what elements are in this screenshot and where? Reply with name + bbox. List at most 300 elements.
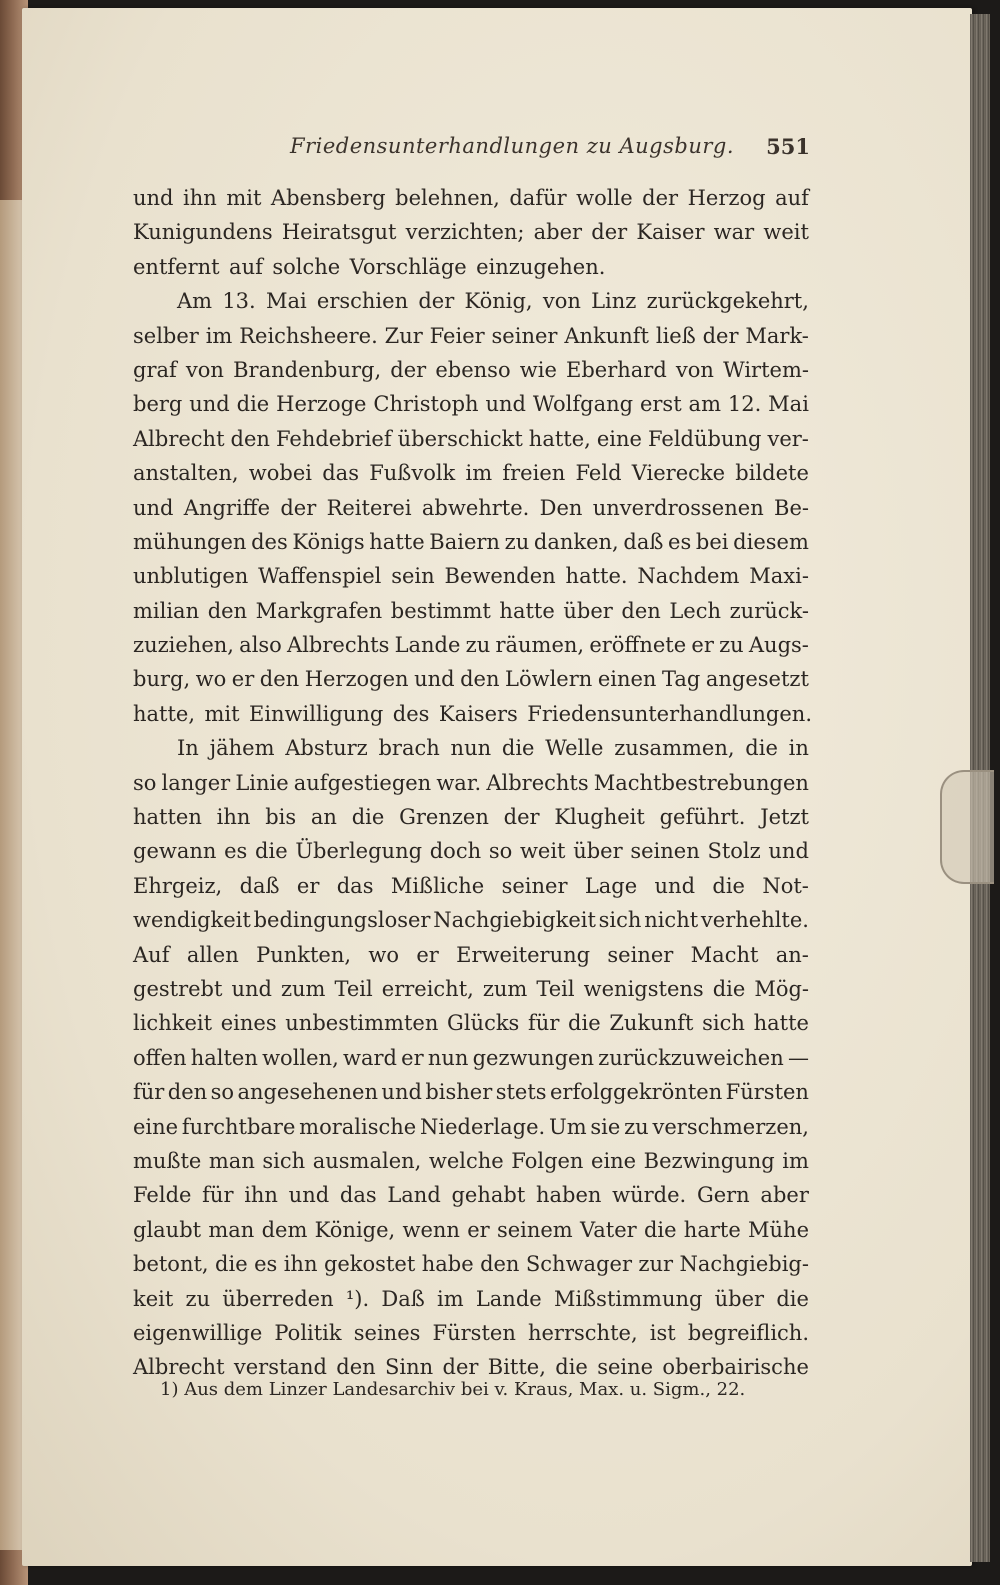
- word: im: [205, 323, 233, 348]
- word: Niederlage.: [420, 1114, 546, 1139]
- word: nicht: [644, 908, 699, 933]
- text-line: [133, 1041, 809, 1075]
- word: Angriffe: [183, 495, 271, 520]
- word: hatte,: [528, 426, 591, 451]
- word: seiner: [607, 942, 674, 967]
- word: Glücks: [447, 1011, 520, 1036]
- word: ließ: [655, 323, 696, 348]
- word: von: [185, 357, 224, 382]
- word: eines: [220, 1011, 277, 1036]
- word: graf: [133, 357, 177, 382]
- text-line: [133, 387, 809, 421]
- word: Ankunft: [564, 323, 649, 348]
- text-line: [133, 766, 809, 800]
- word: Be-: [774, 495, 809, 520]
- word: Linz: [591, 289, 637, 314]
- word: unverdrossenen: [592, 495, 764, 520]
- word: angesehenen: [237, 1080, 378, 1105]
- word: seine: [597, 1355, 654, 1380]
- word: an: [310, 805, 337, 830]
- text-line: [133, 1144, 809, 1178]
- word: berg: [133, 392, 183, 417]
- word: der: [642, 186, 679, 210]
- word: gekostet: [323, 1252, 416, 1277]
- running-title: Friedensunterhandlungen zu Augsburg.: [290, 134, 735, 158]
- word: seiner: [501, 873, 568, 898]
- word: zur: [638, 1252, 674, 1277]
- word: brach: [378, 736, 440, 761]
- word: über: [563, 598, 613, 623]
- word: Lage: [584, 873, 638, 898]
- word: zu: [624, 1114, 649, 1139]
- word: Fehdebrief: [275, 426, 392, 451]
- word: eröffnete: [589, 633, 687, 658]
- text-line: [133, 903, 809, 937]
- word: die: [255, 839, 288, 864]
- text-line: [133, 834, 809, 868]
- word: ward: [342, 1045, 397, 1070]
- word: Nachgiebigkeit: [433, 908, 596, 933]
- word: Bewenden: [444, 564, 556, 589]
- word: Klugheit: [554, 805, 645, 830]
- word: aufgestiegen: [293, 770, 432, 795]
- word: nun: [427, 1045, 469, 1070]
- word: begreiflich.: [687, 1320, 809, 1345]
- word: doch: [429, 839, 482, 864]
- word: Fußvolk: [369, 461, 456, 486]
- word: wolle: [576, 186, 633, 210]
- word: bedingungsloser: [253, 908, 431, 933]
- word: unbestimmten: [285, 1011, 439, 1036]
- word: gehabt: [451, 1183, 526, 1208]
- word: wo: [368, 942, 400, 967]
- word: er: [231, 667, 255, 692]
- word: jähem: [209, 736, 275, 761]
- word: —: [787, 1045, 809, 1070]
- text-line: [133, 628, 809, 662]
- word: man: [208, 1148, 255, 1173]
- word: lichkeit: [133, 1011, 213, 1036]
- word: zu: [465, 633, 491, 658]
- word: die: [568, 1011, 601, 1036]
- word: Nachdem: [637, 564, 740, 589]
- word: wobei: [248, 461, 313, 486]
- word: Feld: [575, 461, 622, 486]
- word: anstalten,: [133, 461, 239, 486]
- word: den: [167, 1080, 208, 1105]
- word: Lech: [669, 598, 722, 623]
- word: Könige,: [314, 1217, 396, 1242]
- word: oberbairische: [662, 1355, 809, 1380]
- text-line: [133, 1006, 809, 1040]
- word: betont,: [133, 1252, 209, 1277]
- word: Herzog: [687, 186, 766, 210]
- bookmark-tab: [940, 770, 994, 884]
- page-header: [290, 134, 810, 164]
- word: Politik: [274, 1320, 342, 1345]
- word: das: [339, 1183, 377, 1208]
- word: Augs-: [748, 633, 809, 658]
- text-line: [133, 284, 809, 318]
- word: Bitte,: [487, 1355, 546, 1380]
- body-text: [133, 181, 812, 1385]
- word: im: [465, 461, 493, 486]
- word: Sinn: [385, 1355, 434, 1380]
- word: Grenzen: [399, 805, 489, 830]
- word: und: [485, 392, 526, 417]
- word: war: [713, 220, 755, 245]
- word: zum: [280, 976, 326, 1001]
- word: und: [133, 495, 174, 520]
- word: entfernt: [133, 254, 220, 279]
- word: Feldübung: [647, 426, 762, 451]
- word: der: [702, 323, 739, 348]
- word: im: [782, 1148, 809, 1173]
- word: Den: [539, 495, 583, 520]
- word: den: [230, 426, 270, 451]
- word: solche: [272, 254, 341, 279]
- word: Schwager: [525, 1252, 632, 1277]
- word: aber: [760, 1183, 809, 1208]
- word: Teil: [334, 976, 373, 1001]
- word: Punkten,: [256, 942, 352, 967]
- text-line: [133, 1178, 809, 1212]
- word: und: [654, 873, 696, 898]
- word: Baiern: [429, 529, 500, 554]
- word: Ehrgeiz,: [133, 873, 223, 898]
- word: den: [621, 598, 661, 623]
- word: und: [768, 839, 809, 864]
- word: zuziehen,: [133, 633, 234, 658]
- word: hatte,: [133, 701, 196, 726]
- word: hatten: [133, 805, 202, 830]
- word: moralische: [299, 1114, 417, 1139]
- word: der: [280, 495, 317, 520]
- word: gezwungen: [472, 1045, 594, 1070]
- word: verstand: [233, 1355, 327, 1380]
- word: Christoph: [373, 392, 479, 417]
- word: ihn: [183, 186, 217, 210]
- text-line: [133, 1213, 809, 1247]
- word: ebenso: [435, 357, 511, 382]
- word: das: [322, 461, 359, 486]
- word: Mark-: [745, 323, 809, 348]
- word: die: [501, 736, 535, 761]
- word: zu: [719, 633, 744, 658]
- word: sich: [262, 1148, 306, 1173]
- word: gewann: [133, 839, 217, 864]
- word: für: [202, 1183, 234, 1208]
- word: mit: [204, 701, 240, 726]
- word: Teil: [536, 976, 575, 1001]
- word: Wirtem-: [723, 357, 809, 382]
- word: Am: [177, 289, 213, 314]
- footnote: 1) Aus dem Linzer Landesarchiv bei v. Kraus, Max. u. Sigm., 22.: [160, 1379, 746, 1400]
- word: der: [442, 1355, 479, 1380]
- text-line: [133, 456, 809, 490]
- word: seiner: [491, 323, 558, 348]
- word: Reiterei: [326, 495, 412, 520]
- word: Einwilligung: [248, 701, 384, 726]
- word: sich: [598, 908, 642, 933]
- word: und: [381, 1080, 422, 1105]
- word: Feier: [429, 323, 485, 348]
- word: Herzogen: [304, 667, 409, 692]
- word: verzichten;: [405, 220, 525, 245]
- page-number: 551: [766, 134, 810, 159]
- word: und: [231, 976, 272, 1001]
- word: Mühe: [748, 1217, 809, 1242]
- word: halten: [190, 1045, 258, 1070]
- word: die: [643, 1217, 677, 1242]
- word: Mißliche: [390, 873, 485, 898]
- word: den: [259, 667, 300, 692]
- word: burg,: [133, 667, 191, 692]
- word: Auf: [133, 942, 170, 967]
- word: Kaiser: [636, 220, 705, 245]
- word: eine: [591, 1148, 637, 1173]
- word: geführt.: [659, 805, 746, 830]
- word: räumen,: [495, 633, 585, 658]
- word: Maxi-: [749, 564, 809, 589]
- word: er: [401, 1045, 424, 1070]
- word: mühungen: [133, 529, 247, 554]
- word: Welle: [545, 736, 604, 761]
- text-line: [133, 1316, 809, 1350]
- word: er: [691, 633, 714, 658]
- word: er: [416, 942, 439, 967]
- word: einen: [597, 667, 657, 692]
- word: Linie: [235, 770, 289, 795]
- word: hatte: [369, 529, 425, 554]
- word: auf: [775, 186, 809, 210]
- word: langer: [161, 770, 231, 795]
- word: Fürsten: [725, 1080, 809, 1105]
- text-line: [133, 181, 809, 215]
- word: Zukunft: [609, 1011, 694, 1036]
- text-line: [133, 1282, 809, 1316]
- word: Zur: [384, 323, 423, 348]
- word: die: [236, 392, 270, 417]
- word: Mai: [265, 289, 307, 314]
- word: ihn: [216, 805, 251, 830]
- text-line: [133, 491, 809, 525]
- word: für: [528, 1011, 560, 1036]
- text-line: [133, 319, 809, 353]
- word: erreicht,: [381, 976, 474, 1001]
- word: sich: [702, 1011, 745, 1036]
- word: allen: [186, 942, 239, 967]
- word: wenn: [402, 1217, 460, 1242]
- word: ihn: [244, 1183, 278, 1208]
- word: Jetzt: [760, 805, 809, 830]
- word: nun: [450, 736, 492, 761]
- word: Königs: [292, 529, 365, 554]
- word: Gern: [696, 1183, 750, 1208]
- word: die: [745, 736, 778, 761]
- word: glaubt: [133, 1217, 202, 1242]
- word: haben: [535, 1183, 602, 1208]
- word: den: [460, 667, 500, 692]
- word: Reichsheere.: [239, 323, 378, 348]
- word: zurückgekehrt,: [646, 289, 809, 314]
- word: wenigstens: [583, 976, 704, 1001]
- word: hatte: [753, 1011, 809, 1036]
- word: einzugehen.: [476, 254, 606, 279]
- word: Vorschläge: [349, 254, 467, 279]
- word: für: [133, 1080, 165, 1105]
- word: Albrecht: [133, 1355, 225, 1380]
- word: bisher: [425, 1080, 493, 1105]
- word: abwehrte.: [421, 495, 530, 520]
- text-line: [133, 594, 809, 628]
- word: so: [210, 1080, 235, 1105]
- word: verschmerzen,: [652, 1114, 809, 1139]
- word: Land: [387, 1183, 441, 1208]
- word: das: [336, 873, 374, 898]
- word: freien: [502, 461, 566, 486]
- word: von: [542, 289, 581, 314]
- word: Eberhard: [566, 357, 667, 382]
- word: Waffenspiel: [258, 564, 382, 589]
- text-line: [133, 1247, 809, 1281]
- word: von: [675, 357, 714, 382]
- word: bei: [695, 529, 729, 554]
- word: Friedensunterhandlungen.: [527, 701, 812, 726]
- word: der: [503, 805, 540, 830]
- word: aber: [533, 220, 583, 245]
- word: verhehlte.: [700, 908, 809, 933]
- word: seinem: [496, 1217, 573, 1242]
- word: und: [288, 1183, 330, 1208]
- word: Nachgiebig-: [679, 1252, 809, 1277]
- word: ver-: [767, 426, 809, 451]
- word: angesetzt: [705, 667, 809, 692]
- word: überreden: [222, 1286, 334, 1311]
- word: wollen,: [262, 1045, 339, 1070]
- word: er: [296, 873, 320, 898]
- word: Not-: [762, 873, 809, 898]
- word: Folgen: [511, 1148, 584, 1173]
- word: Kaisers: [438, 701, 518, 726]
- word: furchtbare: [181, 1114, 296, 1139]
- word: erst: [639, 392, 682, 417]
- word: bis: [265, 805, 297, 830]
- word: die: [215, 1252, 248, 1277]
- word: diesem: [733, 529, 809, 554]
- word: Bezwingung: [643, 1148, 775, 1173]
- word: zurückzuweichen: [598, 1045, 784, 1070]
- word: an-: [775, 942, 809, 967]
- word: Lande: [475, 1286, 542, 1311]
- word: über: [714, 1286, 765, 1311]
- word: Mög-: [754, 976, 809, 1001]
- word: 13.: [222, 289, 256, 314]
- word: seines: [353, 1320, 421, 1345]
- word: und: [189, 392, 230, 417]
- word: die: [351, 805, 385, 830]
- word: zurück-: [729, 598, 809, 623]
- text-line: [133, 250, 809, 284]
- word: gestrebt: [133, 976, 223, 1001]
- word: hatte.: [565, 564, 628, 589]
- word: Lande: [394, 633, 461, 658]
- word: danken,: [533, 529, 619, 554]
- word: es: [224, 839, 248, 864]
- word: Albrechts: [486, 770, 589, 795]
- word: ist: [649, 1320, 676, 1345]
- word: zu: [185, 1286, 211, 1311]
- word: es: [668, 529, 692, 554]
- word: zum: [482, 976, 528, 1001]
- word: Vierecke: [631, 461, 726, 486]
- word: eine: [133, 1114, 179, 1139]
- word: Erweiterung: [456, 942, 591, 967]
- word: so: [133, 770, 157, 795]
- text-line: [133, 215, 809, 249]
- word: wo: [195, 667, 227, 692]
- word: Abensberg: [270, 186, 386, 210]
- text-line: [133, 662, 809, 696]
- word: Mai: [768, 392, 809, 417]
- word: Albrechts: [287, 633, 390, 658]
- word: Machtbestrebungen: [593, 770, 809, 795]
- word: wendigkeit: [133, 908, 251, 933]
- word: erschien: [316, 289, 409, 314]
- word: Um: [549, 1114, 587, 1139]
- text-line: [133, 972, 809, 1006]
- text-line: [133, 800, 809, 834]
- word: so: [488, 839, 513, 864]
- word: hatte: [499, 598, 555, 623]
- word: Herzoge: [276, 392, 367, 417]
- word: In: [177, 736, 199, 761]
- text-line: [133, 731, 809, 765]
- word: eine: [596, 426, 642, 451]
- word: wie: [519, 357, 557, 382]
- word: Brandenburg,: [233, 357, 382, 382]
- word: Daß: [381, 1286, 425, 1311]
- word: über: [573, 839, 623, 864]
- word: der: [390, 357, 427, 382]
- word: würde.: [612, 1183, 687, 1208]
- word: Fürsten: [432, 1320, 516, 1345]
- word: im: [436, 1286, 464, 1311]
- word: Markgrafen: [255, 598, 383, 623]
- word: offen: [133, 1045, 187, 1070]
- word: der: [591, 220, 628, 245]
- word: selber: [133, 323, 199, 348]
- word: des: [251, 529, 288, 554]
- word: Wolfgang: [532, 392, 634, 417]
- text-line: [133, 353, 809, 387]
- word: habe: [421, 1252, 474, 1277]
- word: der: [418, 289, 455, 314]
- word: Löwlern: [505, 667, 593, 692]
- word: also: [239, 633, 282, 658]
- word: den: [207, 598, 248, 623]
- word: war.: [436, 770, 482, 795]
- word: belehnen,: [395, 186, 500, 210]
- text-line: [133, 559, 809, 593]
- text-line: [133, 869, 809, 903]
- word: die: [776, 1286, 809, 1311]
- text-line: [133, 1110, 809, 1144]
- word: bildete: [735, 461, 809, 486]
- text-line: [133, 525, 809, 559]
- word: weit: [519, 839, 566, 864]
- word: Tag: [661, 667, 701, 692]
